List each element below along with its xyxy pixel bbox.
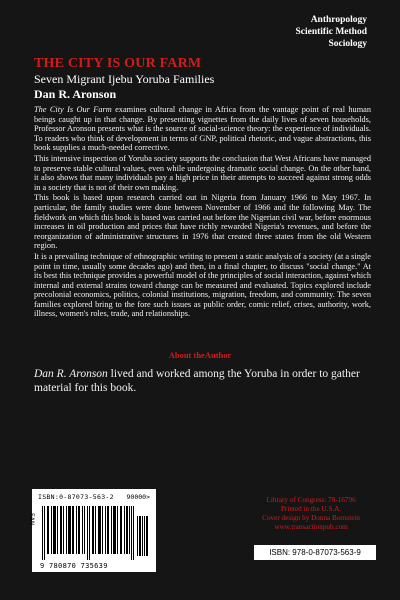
subject-item: Sociology [328, 39, 367, 49]
book-description [34, 105, 371, 320]
description-paragraph: This intensive inspection of Yoruba society supports the conclusion that West Africans have managed to preserve stable cultural values, even while undergoing dramatic social change. On the other hand, it also shows that many individuals pay a high price in their attempts to succeed against strong odds in a society that is not of their own making. [34, 153, 371, 192]
book-subtitle: Seven Migrant Ijebu Yoruba Families [34, 72, 215, 86]
publisher-info-line: www.transactionpub.com [274, 523, 348, 531]
publisher-info-line: Printed in the U.S.A. [280, 505, 342, 513]
publisher-info-line: Cover design by Donna Bornstein [262, 514, 360, 522]
about-author-heading: About theAuthor [168, 350, 232, 360]
subject-item: Scientific Method [295, 27, 367, 37]
barcode-ean-label: EAN [28, 513, 35, 526]
description-paragraph [34, 105, 371, 153]
isbn-label: ISBN: 978-0-87073-563-9 [254, 545, 376, 560]
publisher-info [262, 496, 360, 532]
description-text: examines cultural change in Africa from the vantage point of real human beings caught up in that change. By presenting vignettes from the daily lives of seven households, Professor Aronson presents what is the source of social-science theory: the experience of individuals. To readers who think of development in terms of GNP, political rhetoric, and vague abstractions, this book supplies a much-needed corrective. [34, 105, 371, 153]
barcode-isbn: ISBN:0-87073-563-2 [38, 493, 114, 501]
barcode [28, 489, 156, 572]
barcode-price-code: 90000> [126, 493, 150, 501]
subject-item: Anthropology [310, 15, 367, 25]
about-author-text [34, 367, 374, 395]
about-author-body: lived and worked among the Yoruba in order to gather material for this book. [34, 368, 360, 394]
publisher-info-line: Library of Congress: 78-16796 [266, 496, 356, 504]
book-author: Dan R. Aronson [34, 87, 117, 101]
barcode-digits: 9 780870 735639 [40, 562, 108, 570]
description-paragraph: It is a prevailing technique of ethnographic writing to present a static analysis of a society (at a single point in time, usually some decades ago) and then, in a final chapter, to discuss "social change." At its best this technique provides a powerful model of the principles of social interaction, against which internal and external strains toward change can be measured and evaluated. Topics explored include precolonial economics, politics, colonial institutions, migration, freedom, and community. The seven families explored bring to the fore such issues as public order, comic relief, crises, authority, work, illness, women's roles, trade, and relationships. [34, 251, 371, 319]
author-name-italic: Dan R. Aronson [34, 368, 108, 380]
description-paragraph: This book is based upon research carried out in Nigeria from January 1966 to May 1967. In particular, the family studies were done between November of 1966 and the following May. The fieldwork on which this book is based was carried out before the Nigerian civil war, before enormous increases in oil production and prices that have richly rewarded Nigeria's revenues, and before the reorganization of administrative structures in 1976 that created three states from the old Western region. [34, 193, 371, 251]
title-italic: The City Is Our Farm [34, 105, 112, 114]
book-title: THE CITY IS OUR FARM [34, 56, 202, 71]
subject-categories [295, 14, 367, 50]
barcode-bars [42, 502, 148, 560]
